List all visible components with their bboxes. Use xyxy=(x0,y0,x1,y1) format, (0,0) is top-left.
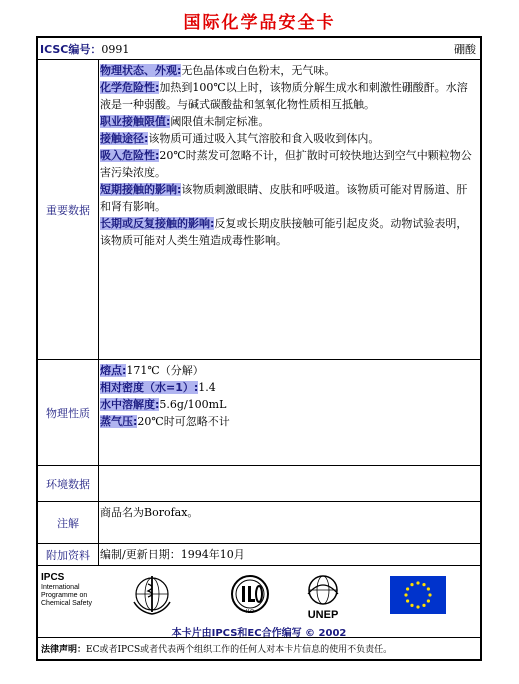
section-label: 物理性质 xyxy=(38,360,99,465)
entry-value: 171℃（分解） xyxy=(126,364,204,377)
legal-text: 法律声明：EC或者IPCS或者代表两个组织工作的任何人对本卡片信息的使用不负责任。 xyxy=(41,645,393,655)
entry-key: 相对密度（水=1）: xyxy=(100,381,199,394)
data-entry xyxy=(100,379,476,396)
section-important xyxy=(38,60,480,360)
data-entry xyxy=(100,79,476,113)
icsc-id-value: 0991 xyxy=(101,43,130,56)
footer-logos xyxy=(38,566,480,638)
eu-star-icon xyxy=(406,599,409,602)
eu-star-icon xyxy=(406,587,409,590)
entry-value: 反复或长期皮肤接触可能引起皮炎。动物试验表明，该物质可能对人类生殖造成毒性影响。 xyxy=(100,217,468,247)
section-label: 注解 xyxy=(38,502,99,543)
entry-value: 无色晶体或白色粉末，无气味。 xyxy=(181,64,336,77)
eu-star-icon xyxy=(428,593,431,596)
card-title: 国际化学品安全卡 xyxy=(183,13,336,33)
entry-value: 5.6g/100mL xyxy=(159,398,227,411)
entry-value: 20℃时可忽略不计 xyxy=(137,415,230,428)
eu-star-icon xyxy=(416,581,419,584)
ilo-logo xyxy=(228,572,272,616)
card-header xyxy=(38,38,480,60)
ipcs-text: IPCS International Programme on Chemical Safety xyxy=(41,572,92,607)
data-entry xyxy=(100,396,476,413)
chemical-name: 硼酸 xyxy=(454,43,476,56)
data-entry xyxy=(100,181,476,215)
eu-star-icon xyxy=(410,583,413,586)
entry-key: 吸入危险性: xyxy=(100,149,160,162)
entry-key: 物理状态、外观: xyxy=(100,64,182,77)
section-content xyxy=(100,62,476,249)
entry-value: 1.4 xyxy=(198,381,216,394)
section-content: 商品名为Borofax。 xyxy=(100,506,199,519)
icsc-id-label: ICSC编号： xyxy=(40,43,102,56)
section-additional xyxy=(38,544,480,566)
eu-star-icon xyxy=(416,605,419,608)
data-entry xyxy=(100,147,476,181)
eu-star-icon xyxy=(427,587,430,590)
eu-flag-icon xyxy=(390,576,446,614)
made-by-text: 本卡片由IPCS和EC合作编写 © 2002 xyxy=(171,628,347,639)
entry-key: 职业接触限值: xyxy=(100,115,171,128)
section-content xyxy=(100,362,476,430)
section-label: 重要数据 xyxy=(38,60,99,359)
entry-value: 该物质刺激眼睛、皮肤和呼吸道。该物质可能对胃肠道、肝和肾有影响。 xyxy=(100,183,468,213)
entry-key: 短期接触的影响: xyxy=(100,183,182,196)
entry-key: 蒸气压: xyxy=(100,415,138,428)
legal-notice xyxy=(38,638,480,659)
entry-key: 熔点: xyxy=(100,364,127,377)
data-entry xyxy=(100,130,476,147)
section-notes xyxy=(38,502,480,544)
entry-value: 20℃时蒸发可忽略不计，但扩散时可较快地达到空气中颗粒物公害污染浓度。 xyxy=(100,149,472,179)
entry-value: 阈限值未制定标准。 xyxy=(170,115,270,128)
entry-key: 化学危险性: xyxy=(100,81,160,94)
eu-star-icon xyxy=(427,599,430,602)
who-logo xyxy=(130,572,174,616)
data-entry xyxy=(100,62,476,79)
section-content: 编制/更新日期：1994年10月 xyxy=(100,548,245,561)
eu-star-icon xyxy=(404,593,407,596)
unep-logo xyxy=(300,572,346,620)
data-entry xyxy=(100,362,476,379)
section-label: 附加资料 xyxy=(38,544,99,565)
data-entry xyxy=(100,113,476,130)
data-entry xyxy=(100,413,476,430)
eu-star-icon xyxy=(410,604,413,607)
entry-key: 接触途径: xyxy=(100,132,149,145)
section-physical xyxy=(38,360,480,466)
section-environment xyxy=(38,466,480,502)
entry-key: 长期或反复接触的影响: xyxy=(100,217,215,230)
data-entry xyxy=(100,215,476,249)
svg-text:UNEP: UNEP xyxy=(307,609,339,620)
section-label: 环境数据 xyxy=(38,466,99,501)
entry-value: 该物质可通过吸入其气溶胶和食入吸收到体内。 xyxy=(148,132,380,145)
eu-star-icon xyxy=(422,604,425,607)
eu-star-icon xyxy=(422,583,425,586)
icsc-card xyxy=(36,36,482,661)
icsc-id xyxy=(40,41,129,57)
entry-value: 加热到100℃以上时，该物质分解生成水和刺激性硼酸酐。水溶液是一种弱酸。与碱式碳酸盐和氢氧化物性质相互抵触。 xyxy=(100,81,468,111)
svg-text:ILO: ILO xyxy=(245,609,255,615)
entry-key: 水中溶解度: xyxy=(100,398,160,411)
